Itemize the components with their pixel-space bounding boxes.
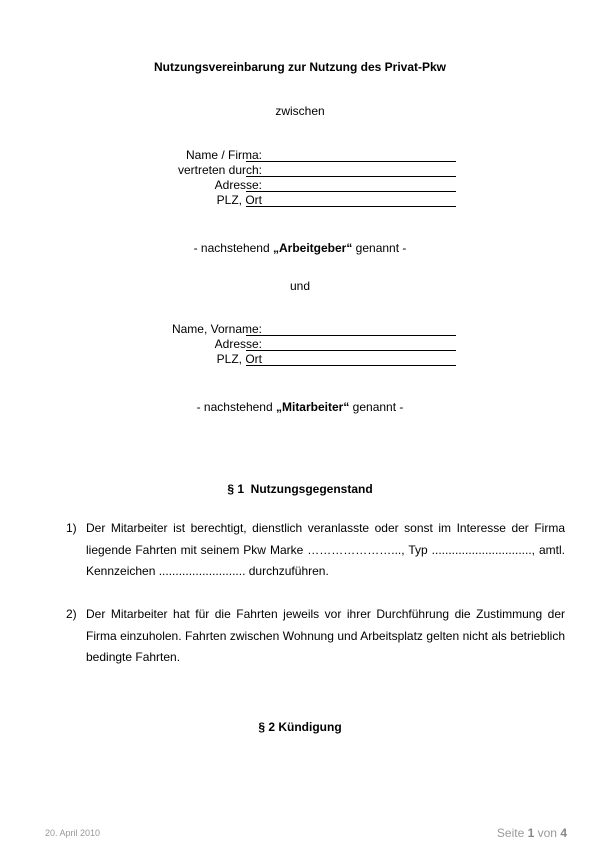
blank-line — [246, 350, 456, 351]
blank-line — [246, 335, 456, 336]
designation-prefix: - nachstehend — [196, 400, 276, 414]
page-prefix: Seite — [496, 826, 528, 840]
employee-field-address[interactable] — [0, 337, 600, 352]
list-text: Der Mitarbeiter hat für die Fahrten jeweils vor ihrer Durchführung die Zustimmung der Firma einzuholen. Fahrten zwischen Wohnung und Arbeitsplatz gelten nicht als betrieblich bedingte Fahrten. — [86, 607, 565, 664]
employer-field-representative[interactable] — [0, 163, 600, 178]
page-current: 1 — [527, 826, 535, 840]
field-label: vertreten durch: — [177, 163, 262, 177]
document-title: Nutzungsvereinbarung zur Nutzung des Privat-Pkw — [153, 60, 447, 74]
blank-line — [246, 365, 456, 366]
list-number: 2) — [66, 607, 77, 621]
list-item — [66, 518, 566, 584]
section2-heading: § 2 Kündigung — [258, 720, 342, 734]
page-mid: von — [534, 826, 561, 840]
between-text: zwischen — [275, 104, 325, 118]
employee-field-name[interactable] — [0, 322, 600, 337]
blank-line — [246, 161, 456, 162]
list-number: 1) — [66, 521, 77, 535]
designation-name: „Mitarbeiter“ — [275, 400, 350, 414]
field-label: Adresse: — [214, 178, 262, 192]
page-total: 4 — [560, 826, 567, 840]
field-label: Adresse: — [214, 337, 262, 351]
employee-field-city[interactable] — [0, 352, 600, 367]
list-text: Der Mitarbeiter ist berechtigt, dienstlich veranlasste oder sonst im Interesse der Firma liegende Fahrten mit seinem Pkw Marke …………………..., Typ .............................., amtl. Kennzeichen .......................... durchzuführen. — [86, 521, 565, 578]
designation-prefix: - nachstehend — [193, 241, 273, 255]
list-item — [66, 604, 566, 670]
designation-suffix: genannt - — [349, 400, 404, 414]
section1-heading: § 1 Nutzungsgegenstand — [227, 482, 373, 496]
designation-suffix: genannt - — [352, 241, 407, 255]
employer-designation — [0, 241, 600, 255]
employer-field-name[interactable] — [0, 148, 600, 163]
employer-field-address[interactable] — [0, 178, 600, 193]
page-counter — [497, 826, 567, 840]
field-label: Name / Firma: — [185, 148, 262, 162]
field-label: PLZ, Ort — [216, 193, 262, 207]
field-label: PLZ, Ort — [216, 352, 262, 366]
and-text: und — [289, 279, 311, 293]
blank-line — [246, 191, 456, 192]
footer-date: 20. April 2010 — [45, 828, 101, 838]
field-label: Name, Vorname: — [171, 322, 262, 336]
employer-field-city[interactable] — [0, 193, 600, 208]
employee-designation — [0, 400, 600, 414]
blank-line — [246, 176, 456, 177]
designation-name: „Arbeitgeber“ — [272, 241, 353, 255]
blank-line — [246, 206, 456, 207]
